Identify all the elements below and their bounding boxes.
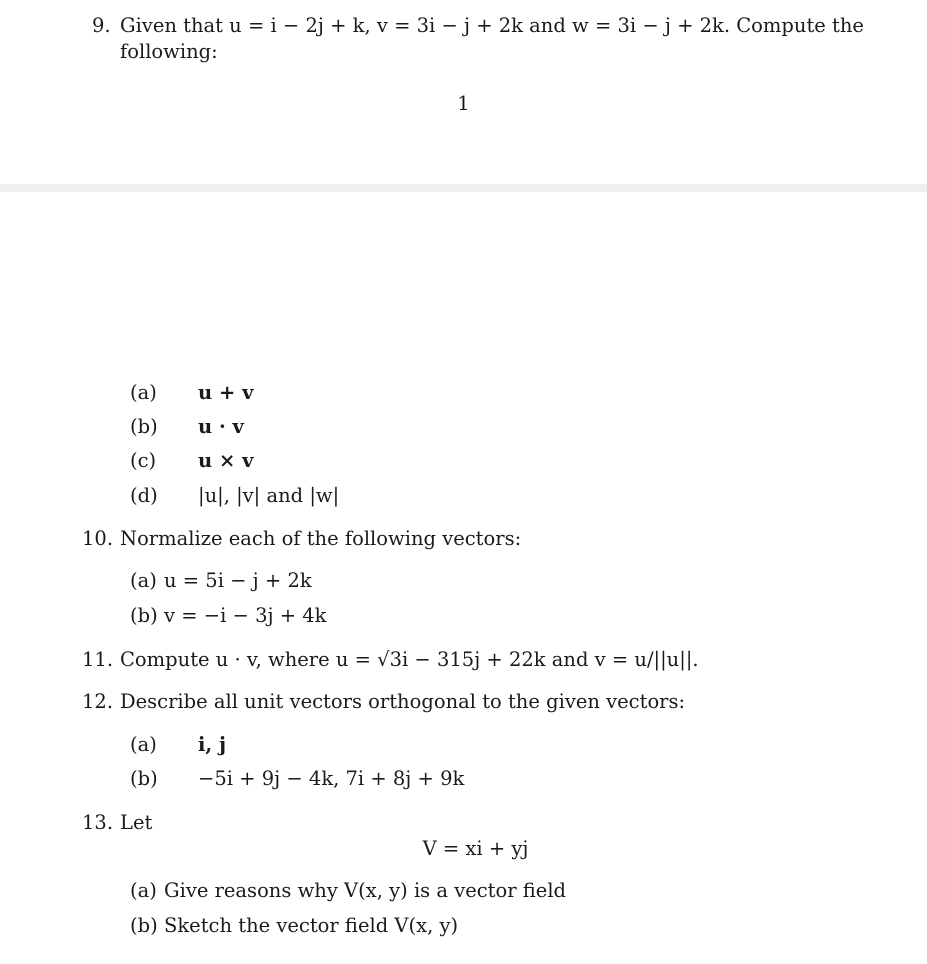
problem-10-part-a-expr: u = 5i − j + 2k	[164, 569, 312, 592]
page-top	[0, 0, 927, 184]
problem-9-part-c-label: (c)	[130, 449, 157, 472]
problem-9-part-c-expr: u × v	[198, 449, 254, 472]
problem-13-number: 13.	[82, 811, 114, 834]
problem-9-part-b-expr: u · v	[198, 415, 244, 438]
problem-13-equation: V = xi + yj	[422, 837, 529, 860]
problem-10-number: 10.	[82, 527, 114, 550]
problem-12-text: Describe all unit vectors orthogonal to the given vectors:	[120, 690, 686, 713]
problem-9-text-line2: following:	[120, 40, 218, 63]
problem-9-part-b-label: (b)	[130, 415, 158, 438]
page-bottom	[0, 192, 927, 964]
problem-10-part-b-expr: v = −i − 3j + 4k	[164, 604, 327, 627]
problem-9-statement	[120, 14, 864, 38]
problem-12-part-a-expr: i, j	[198, 733, 227, 756]
page-number: 1	[457, 92, 470, 115]
problem-10-text: Normalize each of the following vectors:	[120, 527, 522, 550]
problem-11-text: Compute u · v, where u = √3i − 315j + 22k and v = u/||u||.	[120, 648, 699, 671]
page-separator	[0, 184, 927, 192]
problem-9-statement-cont	[120, 40, 218, 64]
problem-9-part-a-label: (a)	[130, 381, 157, 404]
problem-12-number: 12.	[82, 690, 114, 713]
problem-12-part-b-label: (b)	[130, 767, 158, 790]
problem-12-part-a-label: (a)	[130, 733, 157, 756]
problem-9-part-d-label: (d)	[130, 484, 158, 507]
problem-10-part-b-label: (b)	[130, 604, 158, 627]
problem-13-text: Let	[120, 811, 153, 834]
problem-9-text-line1: Given that u = i − 2j + k, v = 3i − j + 2k and w = 3i − j + 2k. Compute the	[120, 14, 864, 37]
problem-12-part-b-expr: −5i + 9j − 4k, 7i + 8j + 9k	[198, 767, 465, 790]
problem-13-part-a-expr: Give reasons why V(x, y) is a vector field	[164, 879, 567, 902]
problem-11-number: 11.	[82, 648, 114, 671]
problem-13-part-a-label: (a)	[130, 879, 157, 902]
problem-13-part-b-expr: Sketch the vector field V(x, y)	[164, 914, 459, 937]
problem-9-part-a-expr: u + v	[198, 381, 254, 404]
problem-9-part-d-expr: |u|, |v| and |w|	[198, 484, 340, 507]
problem-10-part-a-label: (a)	[130, 569, 157, 592]
problem-9-number: 9.	[92, 14, 111, 37]
problem-13-part-b-label: (b)	[130, 914, 158, 937]
